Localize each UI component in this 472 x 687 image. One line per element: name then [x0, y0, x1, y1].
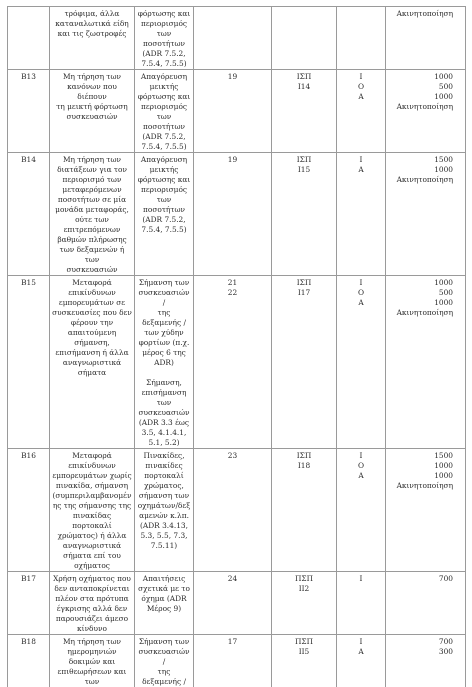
row-reference: Απαγόρευση μεικτής φόρτωσης και περιορισμός των ποσοτήτων (ADR 7.5.2, 7.5.4, 7.5.5) — [135, 70, 194, 153]
row-article: 24 — [194, 572, 272, 635]
row-fine: Ακινητοποίηση — [386, 7, 466, 70]
table-row — [8, 7, 466, 70]
row-article: 19 — [194, 153, 272, 276]
table-row — [8, 635, 466, 687]
row-category: ΠΣΠ ΙΙ2 — [272, 572, 337, 635]
row-class: Ι — [337, 572, 386, 635]
row-reference: Σήμανση των συσκευασιών / της δεξαμενής / των χύδην φορτίων (π.χ. μέρος 6 της ADR) Σήμανση, επισήμανση των συσκευασιών (ADR 3.3 έως 3.5, 4.1.4.1, 5.1, 5.2) — [135, 276, 194, 449]
row-article: 19 — [194, 70, 272, 153]
row-class: Ι Ο Α — [337, 276, 386, 449]
row-description: Μη τήρηση των κανόνων που διέπουν τη μεικτή φόρτωση συσκευασιών — [50, 70, 135, 153]
row-reference: Απαγόρευση μεικτής φόρτωσης και περιορισμός των ποσοτήτων (ADR 7.5.2, 7.5.4, 7.5.5) — [135, 153, 194, 276]
row-reference: Πινακίδες, πινακίδες πορτοκαλί χρώματος, σήμανση των οχημάτων/δεξ αμενών κ.λπ. (ADR 3.4.13, 5.3, 5.5, 7.3, 7.5.11) — [135, 449, 194, 572]
row-class: Ι Ο Α — [337, 70, 386, 153]
row-description: Χρήση οχήματος που δεν ανταποκρίνεται πλέον στα πρότυπα έγκρισης αλλά δεν παρουσιάζει άμεσο κίνδυνο — [50, 572, 135, 635]
table-row — [8, 70, 466, 153]
row-code: Β18 — [8, 635, 50, 687]
row-article: 23 — [194, 449, 272, 572]
row-code: Β14 — [8, 153, 50, 276]
table-row — [8, 276, 466, 449]
row-fine: 1500 1000 Ακινητοποίηση — [386, 153, 466, 276]
row-fine: 700 300 — [386, 635, 466, 687]
row-category: ΠΣΠ ΙΙ5 — [272, 635, 337, 687]
row-category: ΙΣΠ Ι18 — [272, 449, 337, 572]
row-category — [272, 7, 337, 70]
table-row — [8, 572, 466, 635]
row-category: ΙΣΠ Ι17 — [272, 276, 337, 449]
row-category: ΙΣΠ Ι14 — [272, 70, 337, 153]
row-description: Μη τήρηση των διατάξεων για τον περιορισμό των μεταφερόμενων ποσοτήτων σε μία μονάδα μεταφοράς, ούτε των επιτρεπόμενων βαθμών πλήρωσης των δεξαμενών ή των συσκευασιών — [50, 153, 135, 276]
row-class — [337, 7, 386, 70]
row-description: Μεταφορά επικίνδυνων εμπορευμάτων χωρίς πινακίδα, σήμανση (συμπεριλαμβανομέν ης της σήμανσης της πινακίδας πορτοκαλί χρώματος) ή άλλα αναγνωριστικά σήματα επί του οχήματος — [50, 449, 135, 572]
row-fine: 700 — [386, 572, 466, 635]
row-article — [194, 7, 272, 70]
row-class: Ι Ο Α — [337, 449, 386, 572]
row-code: Β15 — [8, 276, 50, 449]
table-row — [8, 449, 466, 572]
row-fine: 1500 1000 1000 Ακινητοποίηση — [386, 449, 466, 572]
row-article: 17 — [194, 635, 272, 687]
table-row — [8, 153, 466, 276]
row-code: Β13 — [8, 70, 50, 153]
row-class: Ι Α — [337, 635, 386, 687]
row-fine: 1000 500 1000 Ακινητοποίηση — [386, 70, 466, 153]
row-code: Β17 — [8, 572, 50, 635]
row-article: 21 22 — [194, 276, 272, 449]
row-reference: Σήμανση των συσκευασιών / της δεξαμενής / — [135, 635, 194, 687]
row-description: τρόφιμα, άλλα καταναλωτικά είδη και τις ζωοτροφές — [50, 7, 135, 70]
row-description: Μη τήρηση των ημερομηνιών δοκιμών και επιθεωρήσεων και των — [50, 635, 135, 687]
row-code: Β16 — [8, 449, 50, 572]
fines-table — [7, 6, 466, 687]
row-description: Μεταφορά επικίνδυνων εμπορευμάτων σε συσκευασίες που δεν φέρουν την απαιτούμενη σήμανση, επισήμανση ή άλλα αναγνωριστικά σήματα — [50, 276, 135, 449]
row-category: ΙΣΠ Ι15 — [272, 153, 337, 276]
row-fine: 1000 500 1000 Ακινητοποίηση — [386, 276, 466, 449]
row-reference: Απαιτήσεις σχετικά με το όχημα (ADR Μέρος 9) — [135, 572, 194, 635]
row-reference: φόρτωσης και περιορισμός των ποσοτήτων (ADR 7.5.2, 7.5.4, 7.5.5) — [135, 7, 194, 70]
row-class: Ι Α — [337, 153, 386, 276]
row-code — [8, 7, 50, 70]
